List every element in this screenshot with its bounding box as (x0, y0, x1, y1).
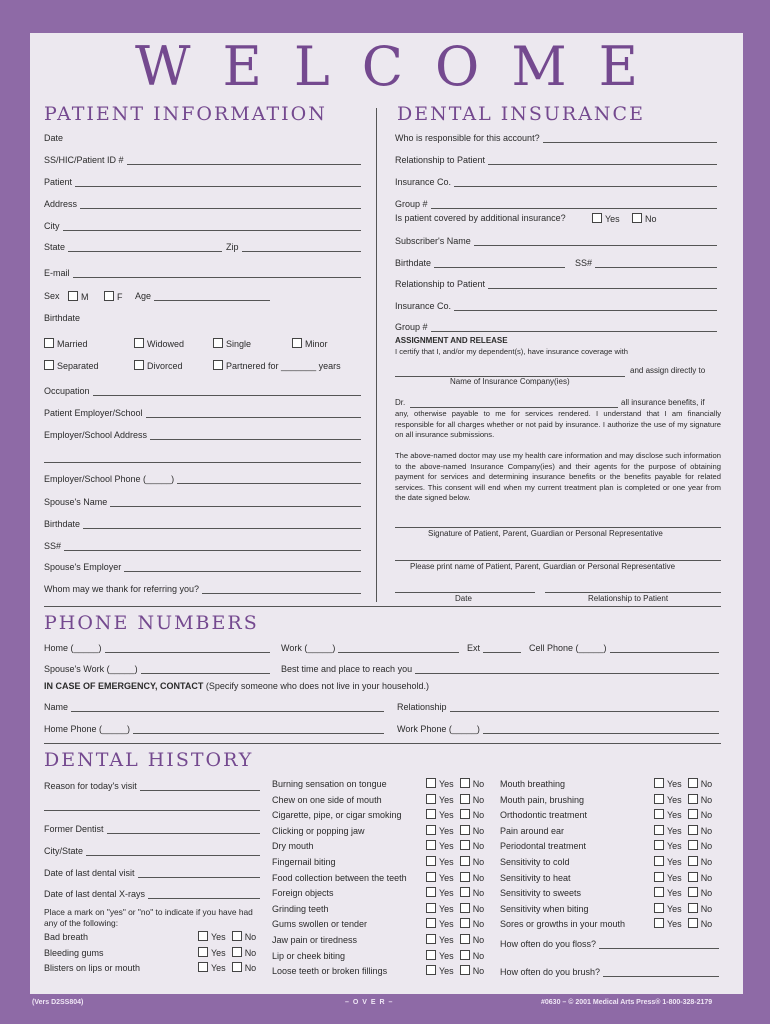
column-divider (376, 108, 377, 602)
employer-address-line2[interactable] (44, 462, 361, 463)
copyright-label: #0630 – © 2001 Medical Arts Press® 1-800-328-2179 (541, 999, 713, 1006)
ext-field[interactable]: Ext (467, 643, 521, 653)
city-field[interactable]: City (44, 221, 361, 231)
history-no-checkbox[interactable]: No (688, 904, 713, 914)
history-item-row (272, 934, 490, 945)
history-no-checkbox[interactable]: No (460, 935, 485, 945)
widowed-checkbox[interactable]: Widowed (134, 338, 184, 349)
history-item-row (272, 778, 490, 789)
history-no-checkbox[interactable]: No (460, 779, 485, 789)
divorced-checkbox[interactable]: Divorced (134, 360, 183, 371)
history-no-checkbox[interactable]: No (460, 888, 485, 898)
history-yes-checkbox[interactable]: Yes (654, 873, 682, 883)
history-item-label: Burning sensation on tongue (272, 779, 387, 789)
history-no-checkbox[interactable]: No (688, 810, 713, 820)
form-sheet (30, 33, 743, 994)
history-item-row (272, 965, 490, 976)
married-checkbox[interactable]: Married (44, 338, 88, 349)
history-item-label: Sensitivity when biting (500, 903, 589, 914)
additional-insurance-label: Is patient covered by additional insurance? (395, 213, 566, 223)
subscriber-ss-field[interactable]: SS# (575, 258, 717, 268)
history-no-checkbox[interactable]: No (460, 873, 485, 883)
history-item-row (272, 809, 490, 820)
additional-no-checkbox[interactable]: No (632, 213, 657, 224)
history-item-row (272, 825, 490, 836)
history-item-label: Mouth breathing (500, 779, 566, 789)
history-no-checkbox[interactable]: No (688, 841, 713, 851)
history-item-row (272, 950, 490, 961)
history-yes-checkbox[interactable]: Yes (426, 779, 454, 789)
occupation-field[interactable]: Occupation (44, 386, 361, 396)
history-no-checkbox[interactable]: No (460, 841, 485, 851)
history-heading: DENTAL HISTORY (44, 749, 254, 771)
best-time-field[interactable]: Best time and place to reach you (281, 664, 719, 674)
work-phone-field[interactable]: Work (_____) (281, 643, 459, 653)
history-item-label: Cigarette, pipe, or cigar smoking (272, 810, 402, 821)
history-item-row (500, 840, 718, 851)
sex-male-checkbox[interactable]: M (68, 291, 89, 302)
history-yes-checkbox[interactable]: Yes (426, 904, 454, 914)
history-no-checkbox[interactable]: No (460, 826, 485, 836)
minor-checkbox[interactable]: Minor (292, 338, 328, 349)
history-item-label: Lip or cheek biting (272, 950, 346, 961)
assignment-paragraph: any, otherwise payable to me for services rendered. I understand that I am financially responsible for all charges whether or not paid by insurance. I authorize the use of my signature on all insurance submissions. (395, 409, 721, 440)
spouse-work-field[interactable]: Spouse's Work (_____) (44, 664, 270, 674)
history-item-label: Periodontal treatment (500, 841, 587, 852)
history-item-row (500, 794, 718, 805)
over-label: – O V E R – (345, 999, 394, 1006)
history-yes-checkbox[interactable]: Yes (198, 948, 226, 958)
patient-id-field[interactable]: SS/HIC/Patient ID # (44, 155, 361, 165)
history-item-row (44, 947, 262, 958)
history-yes-checkbox[interactable]: Yes (198, 932, 226, 942)
history-item-label: Mouth pain, brushing (500, 794, 585, 805)
sex-label: Sex (44, 291, 60, 301)
history-item-label: Loose teeth or broken fillings (272, 966, 388, 977)
history-item-row (500, 825, 718, 836)
history-item-label: Orthodontic treatment (500, 810, 588, 821)
history-item-label: Sores or growths in your mouth (500, 919, 626, 930)
disclosure-paragraph: The above-named doctor may use my health care information and may disclose such information to the above-named Insurance Company(ies) and their agents for the purpose of obtaining payment for services and determining insurance benefits or the benefits payable for related services. This consent will end when my current treatment plan is completed or one year from the date signed below. (395, 451, 721, 503)
history-item-row (500, 903, 718, 914)
referral-field[interactable]: Whom may we thank for referring you? (44, 584, 361, 594)
history-yes-checkbox[interactable]: Yes (654, 904, 682, 914)
sig-relationship-caption: Relationship to Patient (588, 594, 669, 603)
history-yes-checkbox[interactable]: Yes (426, 966, 454, 976)
history-no-checkbox[interactable]: No (688, 795, 713, 805)
history-item-row (500, 778, 718, 789)
history-no-checkbox[interactable]: No (460, 966, 485, 976)
history-yes-checkbox[interactable]: Yes (426, 919, 454, 929)
employer-phone-field[interactable]: Employer/School Phone (_____) (44, 474, 361, 484)
history-yes-checkbox[interactable]: Yes (426, 826, 454, 836)
history-yes-checkbox[interactable]: Yes (654, 841, 682, 851)
history-no-checkbox[interactable]: No (232, 932, 257, 942)
signature-caption: Signature of Patient, Parent, Guardian or Personal Representative (428, 529, 663, 538)
spouse-ss-field[interactable]: SS# (44, 541, 361, 551)
history-item-row (500, 887, 718, 898)
history-yes-checkbox[interactable]: Yes (198, 963, 226, 973)
reason-line2[interactable] (44, 810, 260, 811)
partnered-checkbox[interactable]: Partnered for _______ years (213, 360, 341, 371)
history-item-label: Sensitivity to cold (500, 857, 570, 867)
emergency-work-phone-field[interactable]: Work Phone (_____) (397, 724, 719, 734)
history-no-checkbox[interactable]: No (688, 919, 713, 929)
emergency-home-phone-field[interactable]: Home Phone (_____) (44, 724, 384, 734)
history-item-row (500, 872, 718, 883)
sig-relationship-line[interactable] (545, 592, 721, 593)
history-no-checkbox[interactable]: No (460, 857, 485, 867)
company-names-caption: Name of Insurance Company(ies) (450, 377, 570, 386)
history-yes-checkbox[interactable]: Yes (426, 951, 454, 961)
address-field[interactable]: Address (44, 199, 361, 209)
sig-date-line[interactable] (395, 592, 535, 593)
relationship2-field[interactable]: Relationship to Patient (395, 279, 717, 289)
history-no-checkbox[interactable]: No (688, 873, 713, 883)
print-name-caption: Please print name of Patient, Parent, Guardian or Personal Representative (410, 562, 676, 571)
history-no-checkbox[interactable]: No (460, 951, 485, 961)
signature-line[interactable] (395, 527, 721, 528)
history-item-label: Grinding teeth (272, 903, 329, 914)
history-no-checkbox[interactable]: No (460, 795, 485, 805)
history-item-row (500, 856, 718, 867)
separated-checkbox[interactable]: Separated (44, 360, 99, 371)
section-divider-2 (44, 743, 721, 744)
city-state-field[interactable]: City/State (44, 846, 260, 856)
email-field[interactable]: E-mail (44, 268, 361, 278)
history-item-label: Fingernail biting (272, 857, 336, 867)
phone-heading: PHONE NUMBERS (44, 612, 259, 634)
history-yes-checkbox[interactable]: Yes (426, 810, 454, 820)
home-phone-field[interactable]: Home (_____) (44, 643, 270, 653)
employer-field[interactable]: Patient Employer/School (44, 408, 361, 418)
history-item-label: Jaw pain or tiredness (272, 935, 358, 945)
history-item-row (272, 887, 490, 898)
history-no-checkbox[interactable]: No (460, 919, 485, 929)
spouse-birthdate-field[interactable]: Birthdate (44, 519, 361, 529)
last-visit-field[interactable]: Date of last dental visit (44, 868, 260, 878)
history-item-label: Dry mouth (272, 841, 314, 852)
history-yes-checkbox[interactable]: Yes (426, 841, 454, 851)
history-no-checkbox[interactable]: No (232, 948, 257, 958)
history-no-checkbox[interactable]: No (460, 810, 485, 820)
history-item-label: Gums swollen or tender (272, 919, 368, 930)
history-item-row (500, 918, 718, 929)
history-yes-checkbox[interactable]: Yes (654, 810, 682, 820)
emergency-label: IN CASE OF EMERGENCY, CONTACT (Specify someone who does not live in your household.) (44, 681, 429, 691)
history-yes-checkbox[interactable]: Yes (654, 826, 682, 836)
group2-field[interactable]: Group # (395, 322, 717, 332)
history-no-checkbox[interactable]: No (688, 857, 713, 867)
history-item-label: Sensitivity to sweets (500, 888, 582, 899)
birthdate-field[interactable]: Birthdate (44, 313, 81, 323)
section-divider-1 (44, 606, 721, 607)
doctor-name-line[interactable] (410, 407, 618, 408)
history-item-label: Food collection between the teeth (272, 872, 407, 883)
history-item-row (272, 918, 490, 929)
history-yes-checkbox[interactable]: Yes (654, 795, 682, 805)
dr-label: Dr. (395, 398, 406, 407)
history-item-row (272, 856, 490, 867)
insurance-company2-field[interactable]: Insurance Co. (395, 301, 717, 311)
history-no-checkbox[interactable]: No (460, 904, 485, 914)
responsible-field[interactable]: Who is responsible for this account? (395, 133, 717, 143)
state-field[interactable]: State (44, 242, 222, 252)
former-dentist-field[interactable]: Former Dentist (44, 824, 260, 834)
history-instructions: Place a mark on "yes" or "no" to indicate if you have had any of the following: (44, 907, 253, 928)
age-field[interactable]: Age (135, 291, 270, 301)
history-item-label: Sensitivity to heat (500, 872, 571, 883)
floss-field[interactable]: How often do you floss? (500, 939, 719, 949)
history-item-label: Foreign objects (272, 888, 334, 899)
assignment-line1: I certify that I, and/or my dependent(s), have insurance coverage with (395, 347, 628, 356)
last-xrays-field[interactable]: Date of last dental X-rays (44, 889, 260, 899)
history-item-row (272, 903, 490, 914)
brush-field[interactable]: How often do you brush? (500, 967, 719, 977)
history-yes-checkbox[interactable]: Yes (654, 919, 682, 929)
assign-directly-label: and assign directly to (630, 366, 706, 375)
history-yes-checkbox[interactable]: Yes (426, 873, 454, 883)
print-name-line[interactable] (395, 560, 721, 561)
page-title: WELCOME (134, 35, 671, 98)
history-item-row (44, 962, 262, 973)
history-yes-checkbox[interactable]: Yes (654, 888, 682, 898)
history-yes-checkbox[interactable]: Yes (426, 888, 454, 898)
history-item-row (272, 840, 490, 851)
history-no-checkbox[interactable]: No (688, 888, 713, 898)
version-label: (Vers D2SS804) (32, 999, 84, 1006)
emergency-relationship-field[interactable]: Relationship (397, 702, 719, 712)
history-no-checkbox[interactable]: No (688, 779, 713, 789)
history-item-label: Bleeding gums (44, 947, 104, 958)
history-yes-checkbox[interactable]: Yes (654, 779, 682, 789)
patient-name-field[interactable]: Patient (44, 177, 361, 187)
zip-field[interactable]: Zip (226, 242, 361, 252)
patient-info-heading: PATIENT INFORMATION (44, 103, 327, 125)
spouse-name-field[interactable]: Spouse's Name (44, 497, 361, 507)
insurance-heading: DENTAL INSURANCE (397, 103, 645, 125)
history-item-row (44, 931, 262, 942)
history-yes-checkbox[interactable]: Yes (426, 857, 454, 867)
subscriber-name-field[interactable]: Subscriber's Name (395, 236, 717, 246)
emergency-name-field[interactable]: Name (44, 702, 384, 712)
history-item-label: Chew on one side of mouth (272, 794, 382, 805)
history-no-checkbox[interactable]: No (688, 826, 713, 836)
sex-female-checkbox[interactable]: F (104, 291, 123, 302)
additional-yes-checkbox[interactable]: Yes (592, 213, 620, 224)
date-field[interactable]: Date (44, 133, 64, 143)
assignment-title: ASSIGNMENT AND RELEASE (395, 336, 508, 345)
insurance-company-field[interactable]: Insurance Co. (395, 177, 717, 187)
history-yes-checkbox[interactable]: Yes (654, 857, 682, 867)
history-item-label: Bad breath (44, 932, 89, 942)
group-field[interactable]: Group # (395, 199, 717, 209)
history-yes-checkbox[interactable]: Yes (426, 935, 454, 945)
history-item-row (272, 794, 490, 805)
history-item-row (500, 809, 718, 820)
history-yes-checkbox[interactable]: Yes (426, 795, 454, 805)
cell-phone-field[interactable]: Cell Phone (_____) (529, 643, 719, 653)
history-no-checkbox[interactable]: No (232, 963, 257, 973)
history-item-row (272, 872, 490, 883)
history-item-label: Blisters on lips or mouth (44, 963, 141, 973)
history-item-label: Pain around ear (500, 825, 565, 836)
employer-address-field[interactable]: Employer/School Address (44, 430, 361, 440)
single-checkbox[interactable]: Single (213, 338, 251, 349)
history-item-label: Clicking or popping jaw (272, 825, 365, 836)
relationship-field[interactable]: Relationship to Patient (395, 155, 717, 165)
subscriber-birthdate-field[interactable]: Birthdate (395, 258, 565, 268)
reason-field[interactable]: Reason for today's visit (44, 781, 260, 791)
sig-date-caption: Date (455, 594, 472, 603)
spouse-employer-field[interactable]: Spouse's Employer (44, 562, 361, 572)
benefits-label: all insurance benefits, if (621, 398, 705, 407)
